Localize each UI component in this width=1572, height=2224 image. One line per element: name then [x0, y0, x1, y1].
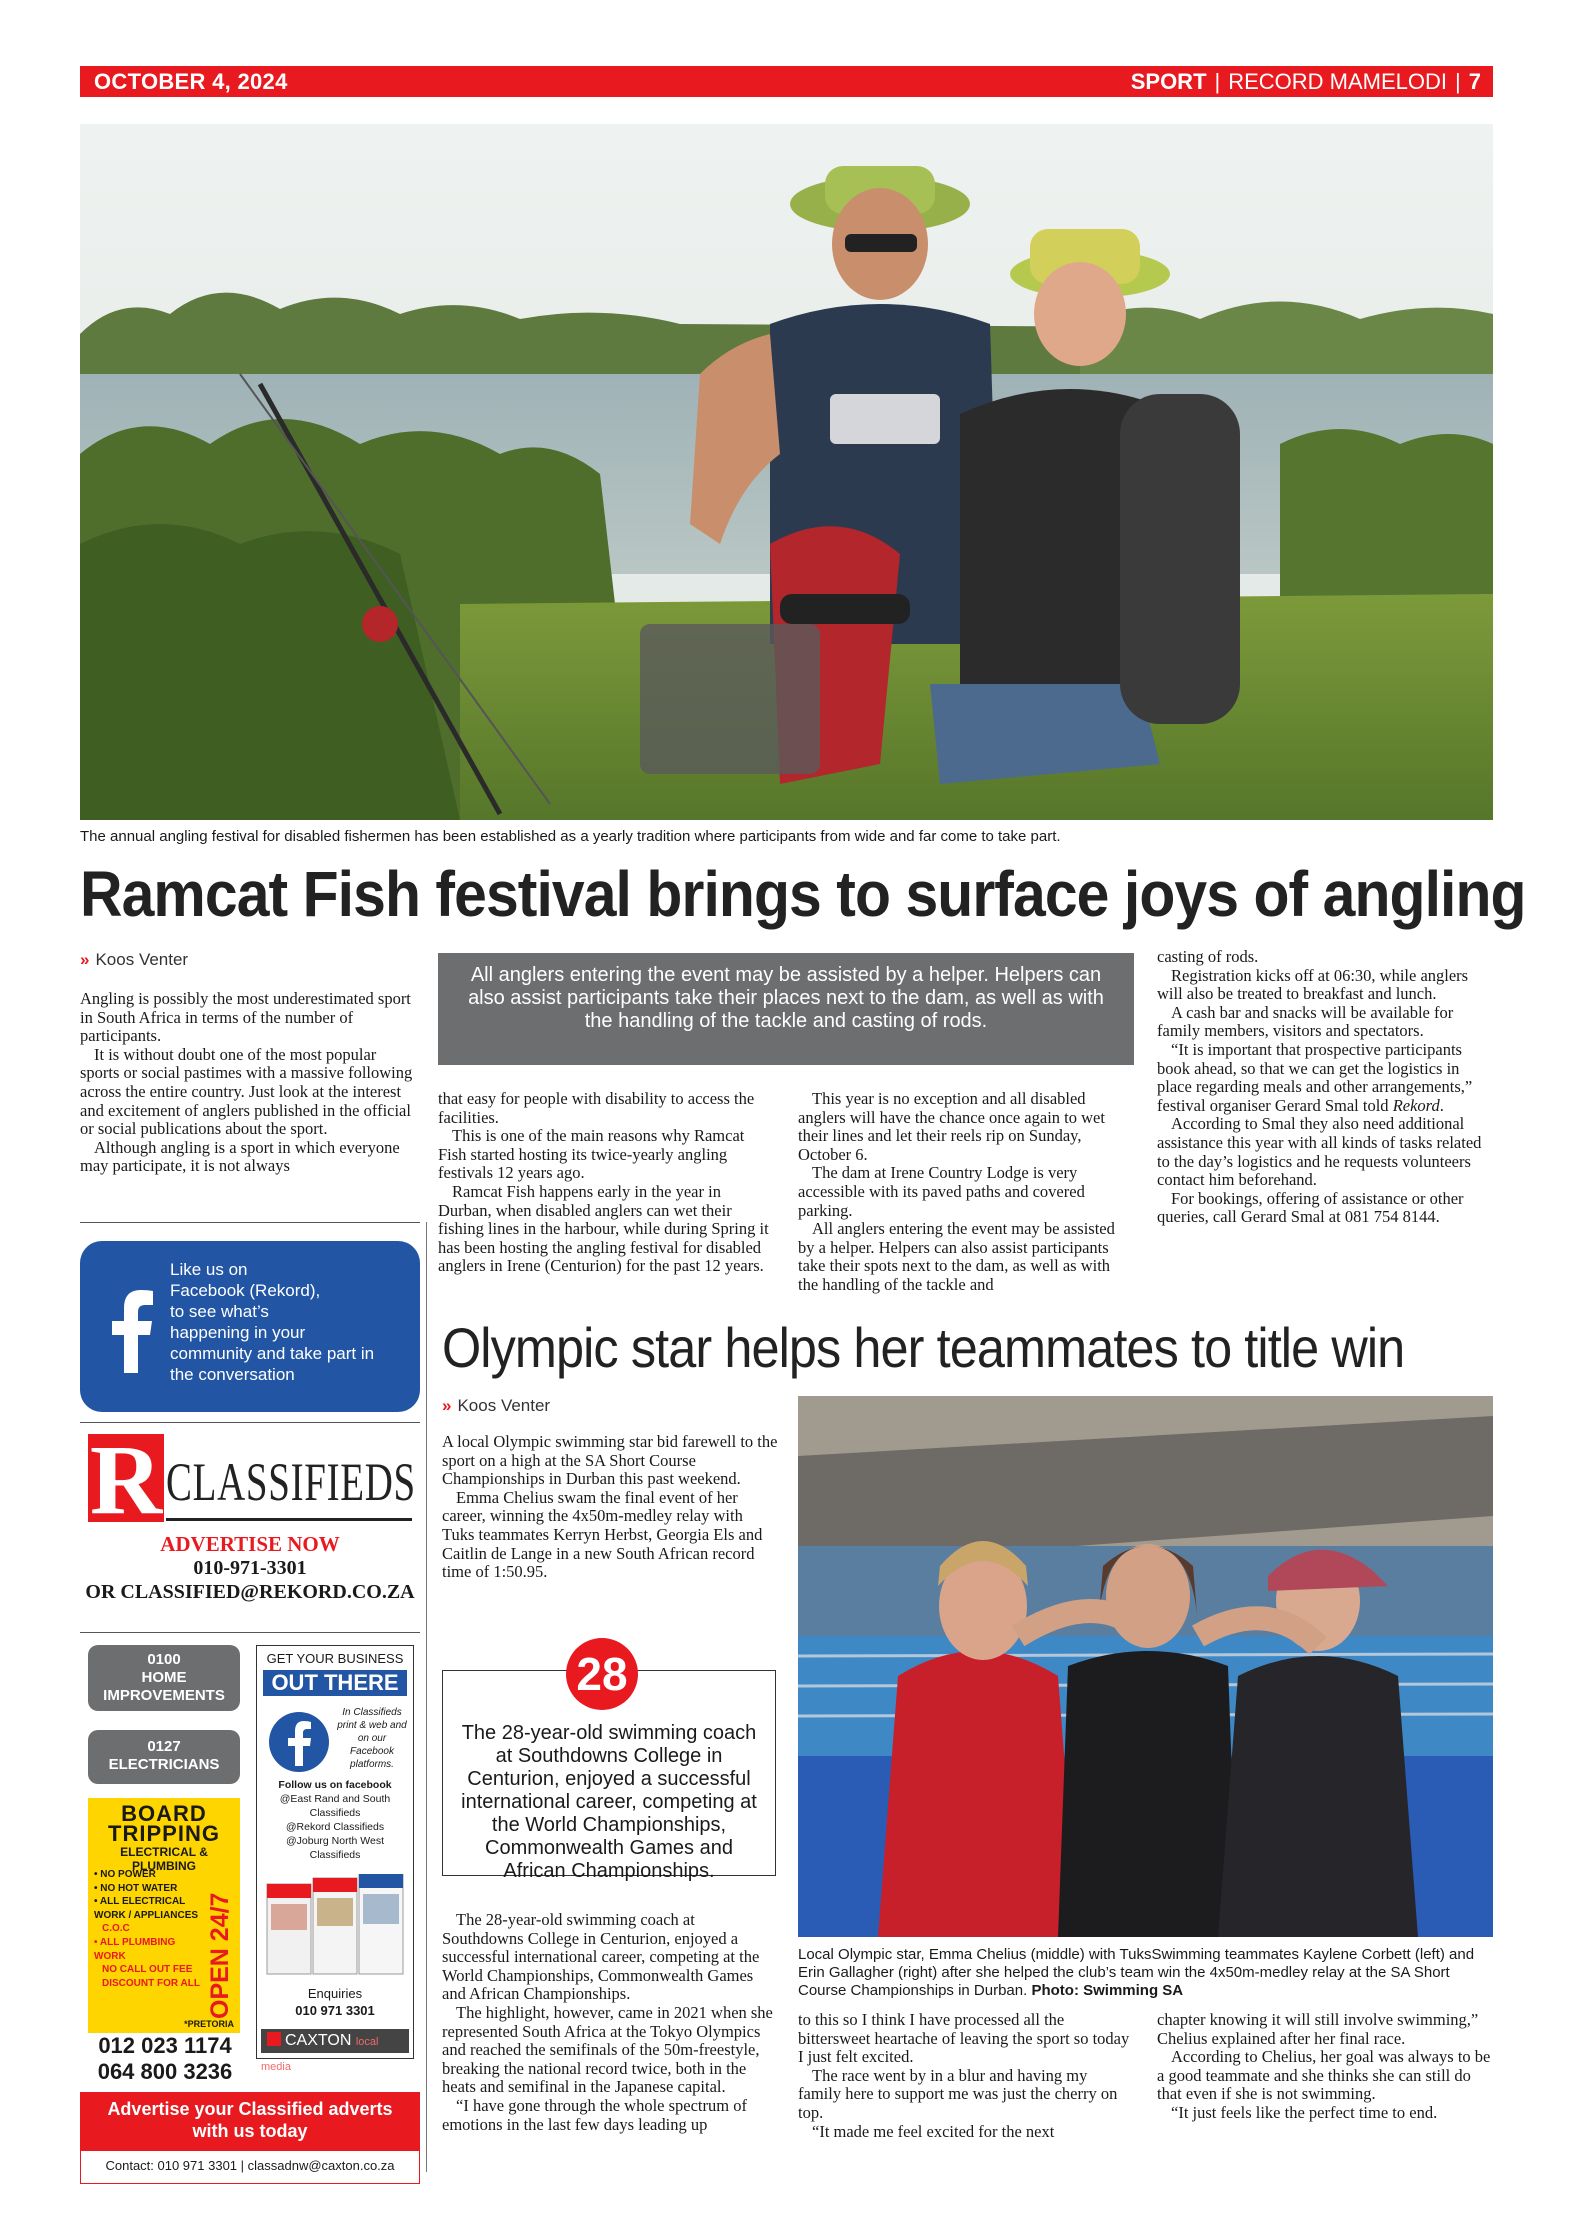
- swimming-photo: [798, 1396, 1493, 1937]
- category-electricians[interactable]: 0127 ELECTRICIANS: [88, 1730, 240, 1784]
- board-phone-1: 012 023 1174: [98, 2033, 232, 2058]
- classifieds-phone: 010-971-3301: [193, 1557, 307, 1579]
- paragraph: chapter knowing it will still involve swimming,” Chelius explained after her final race.: [1157, 2010, 1479, 2048]
- out-there-description: In Classifieds print & web and on our Facebook platforms.: [337, 1707, 407, 1770]
- photo-credit: Photo: Swimming SA: [1031, 1982, 1184, 1999]
- paragraph: A local Olympic swimming star bid farewell to the sport on a high at the SA Short Course Championships in Durban this past weekend.: [442, 1432, 778, 1489]
- caxton-mark-icon: [267, 2032, 281, 2046]
- paragraph: Angling is possibly the most underestimated sport in South Africa in terms of the number of participants.: [80, 989, 411, 1046]
- advertise-classifieds-banner: Advertise your Classified adverts with us today: [80, 2092, 420, 2150]
- category-home-improvements[interactable]: 0100 HOME IMPROVEMENTS: [88, 1645, 240, 1711]
- swimming-photo-caption: Local Olympic star, Emma Chelius (middle) with TuksSwimming teammates Kaylene Corbett (left) and Erin Gallagher (right) after she helped the club’s team win the 4x50m-medley relay at the SA Short Course Championships in Durban. Photo: Swimming SA: [798, 1946, 1475, 1999]
- section-name: SPORT: [1130, 69, 1207, 94]
- paragraph: “It is important that prospective participants book ahead, so that we can get the logistics in place regarding meals and other arrangements,” festival organiser Gerard Smal told Rekord.: [1157, 1039, 1473, 1115]
- facebook-icon: [102, 1285, 158, 1373]
- get-your-business: GET YOUR BUSINESS: [266, 1651, 404, 1666]
- classifieds-contact: Contact: 010 971 3301 | classadnw@caxton.co.za: [80, 2150, 420, 2184]
- board-services-list: • NO POWER • NO HOT WATER • ALL ELECTRICAL WORK / APPLIANCES C.O.C • ALL PLUMBING WORK NO CALL OUT FEE DISCOUNT FOR ALL: [94, 1869, 200, 1989]
- facebook-promo-text: Like us on Facebook (Rekord), to see what’s happening in your community and take part in the conversation: [170, 1260, 375, 1384]
- facebook-icon: [265, 1708, 333, 1776]
- story2-column-2: [798, 2011, 1134, 2141]
- board-title: BOARD TRIPPING: [108, 1801, 220, 1846]
- byline-arrow-icon: »: [442, 1396, 452, 1415]
- story1-pull-quote: [438, 953, 1134, 1065]
- story2-column-1-bottom: [442, 1911, 778, 2134]
- paragraph: Although angling is a sport in which everyone may participate, it is not always: [80, 1137, 400, 1176]
- paragraph: “It just feels like the perfect time to end.: [1171, 2102, 1438, 2122]
- story2-byline: [442, 1396, 550, 1416]
- publication-name: RECORD MAMELODI: [1228, 69, 1448, 94]
- facebook-promo-box[interactable]: [80, 1241, 420, 1412]
- paragraph: All anglers entering the event may be assisted by a helper. Helpers can also assist participants take their spots next to the dam, as well as with the handling of the tackle and: [798, 1219, 1115, 1294]
- angling-photo-caption: The annual angling festival for disabled fishermen has been established as a yearly tradition where participants from wide and far come to take part.: [80, 828, 1061, 845]
- paragraph: The highlight, however, came in 2021 when she represented South Africa at the Tokyo Olympics and reached the semifinals of the 50m-freestyle, breaking the national record twice, both in the heats and semifinal in the Japanese capital.: [442, 2002, 773, 2097]
- paragraph: It is without doubt one of the most popular sports or social pastimes with a massive following across the entire country. Just look at the interest and excitement of anglers published in the official or social publications about the sport.: [80, 1044, 413, 1139]
- stat-text: The 28-year-old swimming coach at Southdowns College in Centurion, enjoyed a successful international career, competing at the World Championships, Commonwealth Games and African Championships.: [461, 1722, 757, 1882]
- story2-column-3: [1157, 2011, 1493, 2123]
- newspaper-collage-image: [265, 1874, 405, 1980]
- page-header-bar: [80, 66, 1493, 97]
- board-tripping-ad: [88, 1798, 240, 2033]
- paragraph: A cash bar and snacks will be available for family members, visitors and spectators.: [1157, 1002, 1454, 1041]
- enquiries-label: Enquiries: [307, 1986, 363, 2001]
- divider: [80, 1632, 420, 1633]
- open-24-7-vertical-text: [206, 1871, 234, 2021]
- pull-quote-text: All anglers entering the event may be assisted by a helper. Helpers can also assist participants take their places next to the dam, as well as with the handling of the tackle and casting of rods.: [468, 964, 1104, 1032]
- story1-column-3: [798, 1090, 1134, 1295]
- angling-photo-image: [80, 124, 1493, 820]
- paragraph: The race went by in a blur and having my family here to support me was just the cherry on top.: [798, 2065, 1118, 2122]
- page-number: 7: [1468, 69, 1481, 94]
- story2-headline: Olympic star helps her teammates to title win: [442, 1316, 1405, 1379]
- swimming-photo-image: [798, 1396, 1493, 1937]
- paragraph: to this so I think I have processed all the bittersweet heartache of leaving the sport so today I just felt excited.: [798, 2010, 1130, 2067]
- paragraph: “I have gone through the whole spectrum of emotions in the last few days leading up: [442, 2095, 747, 2134]
- follow-facebook: Follow us on facebook @East Rand and South Classifieds @Rekord Classifieds @Joburg North West Classifieds: [278, 1779, 392, 1861]
- classifieds-email: OR CLASSIFIED@REKORD.CO.ZA: [85, 1581, 415, 1603]
- paragraph: For bookings, offering of assistance or other queries, call Gerard Smal at 081 754 8144.: [1157, 1188, 1464, 1227]
- advertise-now: ADVERTISE NOW: [160, 1532, 340, 1556]
- story1-column-1: [80, 990, 416, 1176]
- paragraph: that easy for people with disability to access the facilities.: [438, 1089, 755, 1127]
- paragraph: According to Chelius, her goal was always to be a good teammate and she thinks she can still do that even if she is not swimming.: [1157, 2047, 1491, 2104]
- paragraph: The dam at Irene Country Lodge is very accessible with its paved paths and covered parking.: [798, 1163, 1085, 1220]
- divider: [80, 1422, 420, 1423]
- story1-headline: Ramcat Fish festival brings to surface joys of angling: [80, 858, 1526, 930]
- rekord-italic: Rekord: [1392, 1095, 1440, 1115]
- paragraph: This year is no exception and all disabled anglers will have the chance once again to wet their lines and let their reels rip on Sunday, October 6.: [798, 1089, 1105, 1164]
- section-label: SPORT | RECORD MAMELODI | 7: [1130, 69, 1481, 94]
- divider: [426, 1222, 427, 2172]
- caxton-logo: CAXTON local media: [261, 2029, 409, 2053]
- divider: [166, 1518, 412, 1521]
- paragraph: This is one of the main reasons why Ramcat Fish started hosting its twice-yearly angling festivals 12 years ago.: [438, 1126, 745, 1183]
- stat-number: 28: [566, 1638, 638, 1710]
- story1-column-2: [438, 1090, 774, 1276]
- story1-byline: [80, 950, 188, 970]
- divider: [80, 1222, 420, 1223]
- angling-photo: [80, 124, 1493, 820]
- byline-author: Koos Venter: [457, 1396, 551, 1415]
- classifieds-logo-letter: R: [89, 1424, 163, 1535]
- story2-column-1-top: [442, 1433, 778, 1582]
- svg-text:OPEN 24/7: OPEN 24/7: [206, 1892, 234, 2019]
- out-there-title: OUT THERE: [263, 1670, 407, 1696]
- paragraph: Emma Chelius swam the final event of her career, winning the 4x50m-medley relay with Tuks teammates Kerryn Herbst, Georgia Els and Caitlin de Lange in a new South African record time of 1:50.95.: [442, 1487, 763, 1582]
- paragraph: Ramcat Fish happens early in the year in Durban, when disabled anglers can wet their fishing lines in the harbour, while during Spring it has been hosting the angling festival for disabled anglers in Irene (Centurion) for the past 12 years.: [438, 1181, 769, 1276]
- out-there-ad: [256, 1645, 414, 2073]
- byline-author: Koos Venter: [95, 950, 189, 969]
- enquiries-number: 010 971 3301: [295, 2003, 375, 2018]
- paragraph: According to Smal they also need additional assistance this year with all kinds of tasks related to the day’s logistics and he requests volunteers contact him beforehand.: [1157, 1114, 1482, 1190]
- paragraph: casting of rods.: [1157, 947, 1259, 966]
- classifieds-logo-word: CLASSIFIEDS: [166, 1452, 416, 1512]
- byline-arrow-icon: »: [80, 950, 90, 969]
- board-phone-2: 064 800 3236: [97, 2059, 233, 2084]
- board-subtitle: ELECTRICAL & PLUMBING: [120, 1845, 208, 1873]
- paragraph: The 28-year-old swimming coach at Southdowns College in Centurion, enjoyed a successful international career, competing at the World Championships, Commonwealth Games and African Championships.: [442, 1910, 760, 2004]
- issue-date: OCTOBER 4, 2024: [94, 69, 288, 94]
- paragraph: “It made me feel excited for the next: [812, 2121, 1055, 2141]
- board-location: *PRETORIA: [184, 2019, 234, 2029]
- story1-column-4: [1157, 948, 1493, 1227]
- paragraph: Registration kicks off at 06:30, while anglers will also be treated to breakfast and lunch.: [1157, 965, 1469, 1004]
